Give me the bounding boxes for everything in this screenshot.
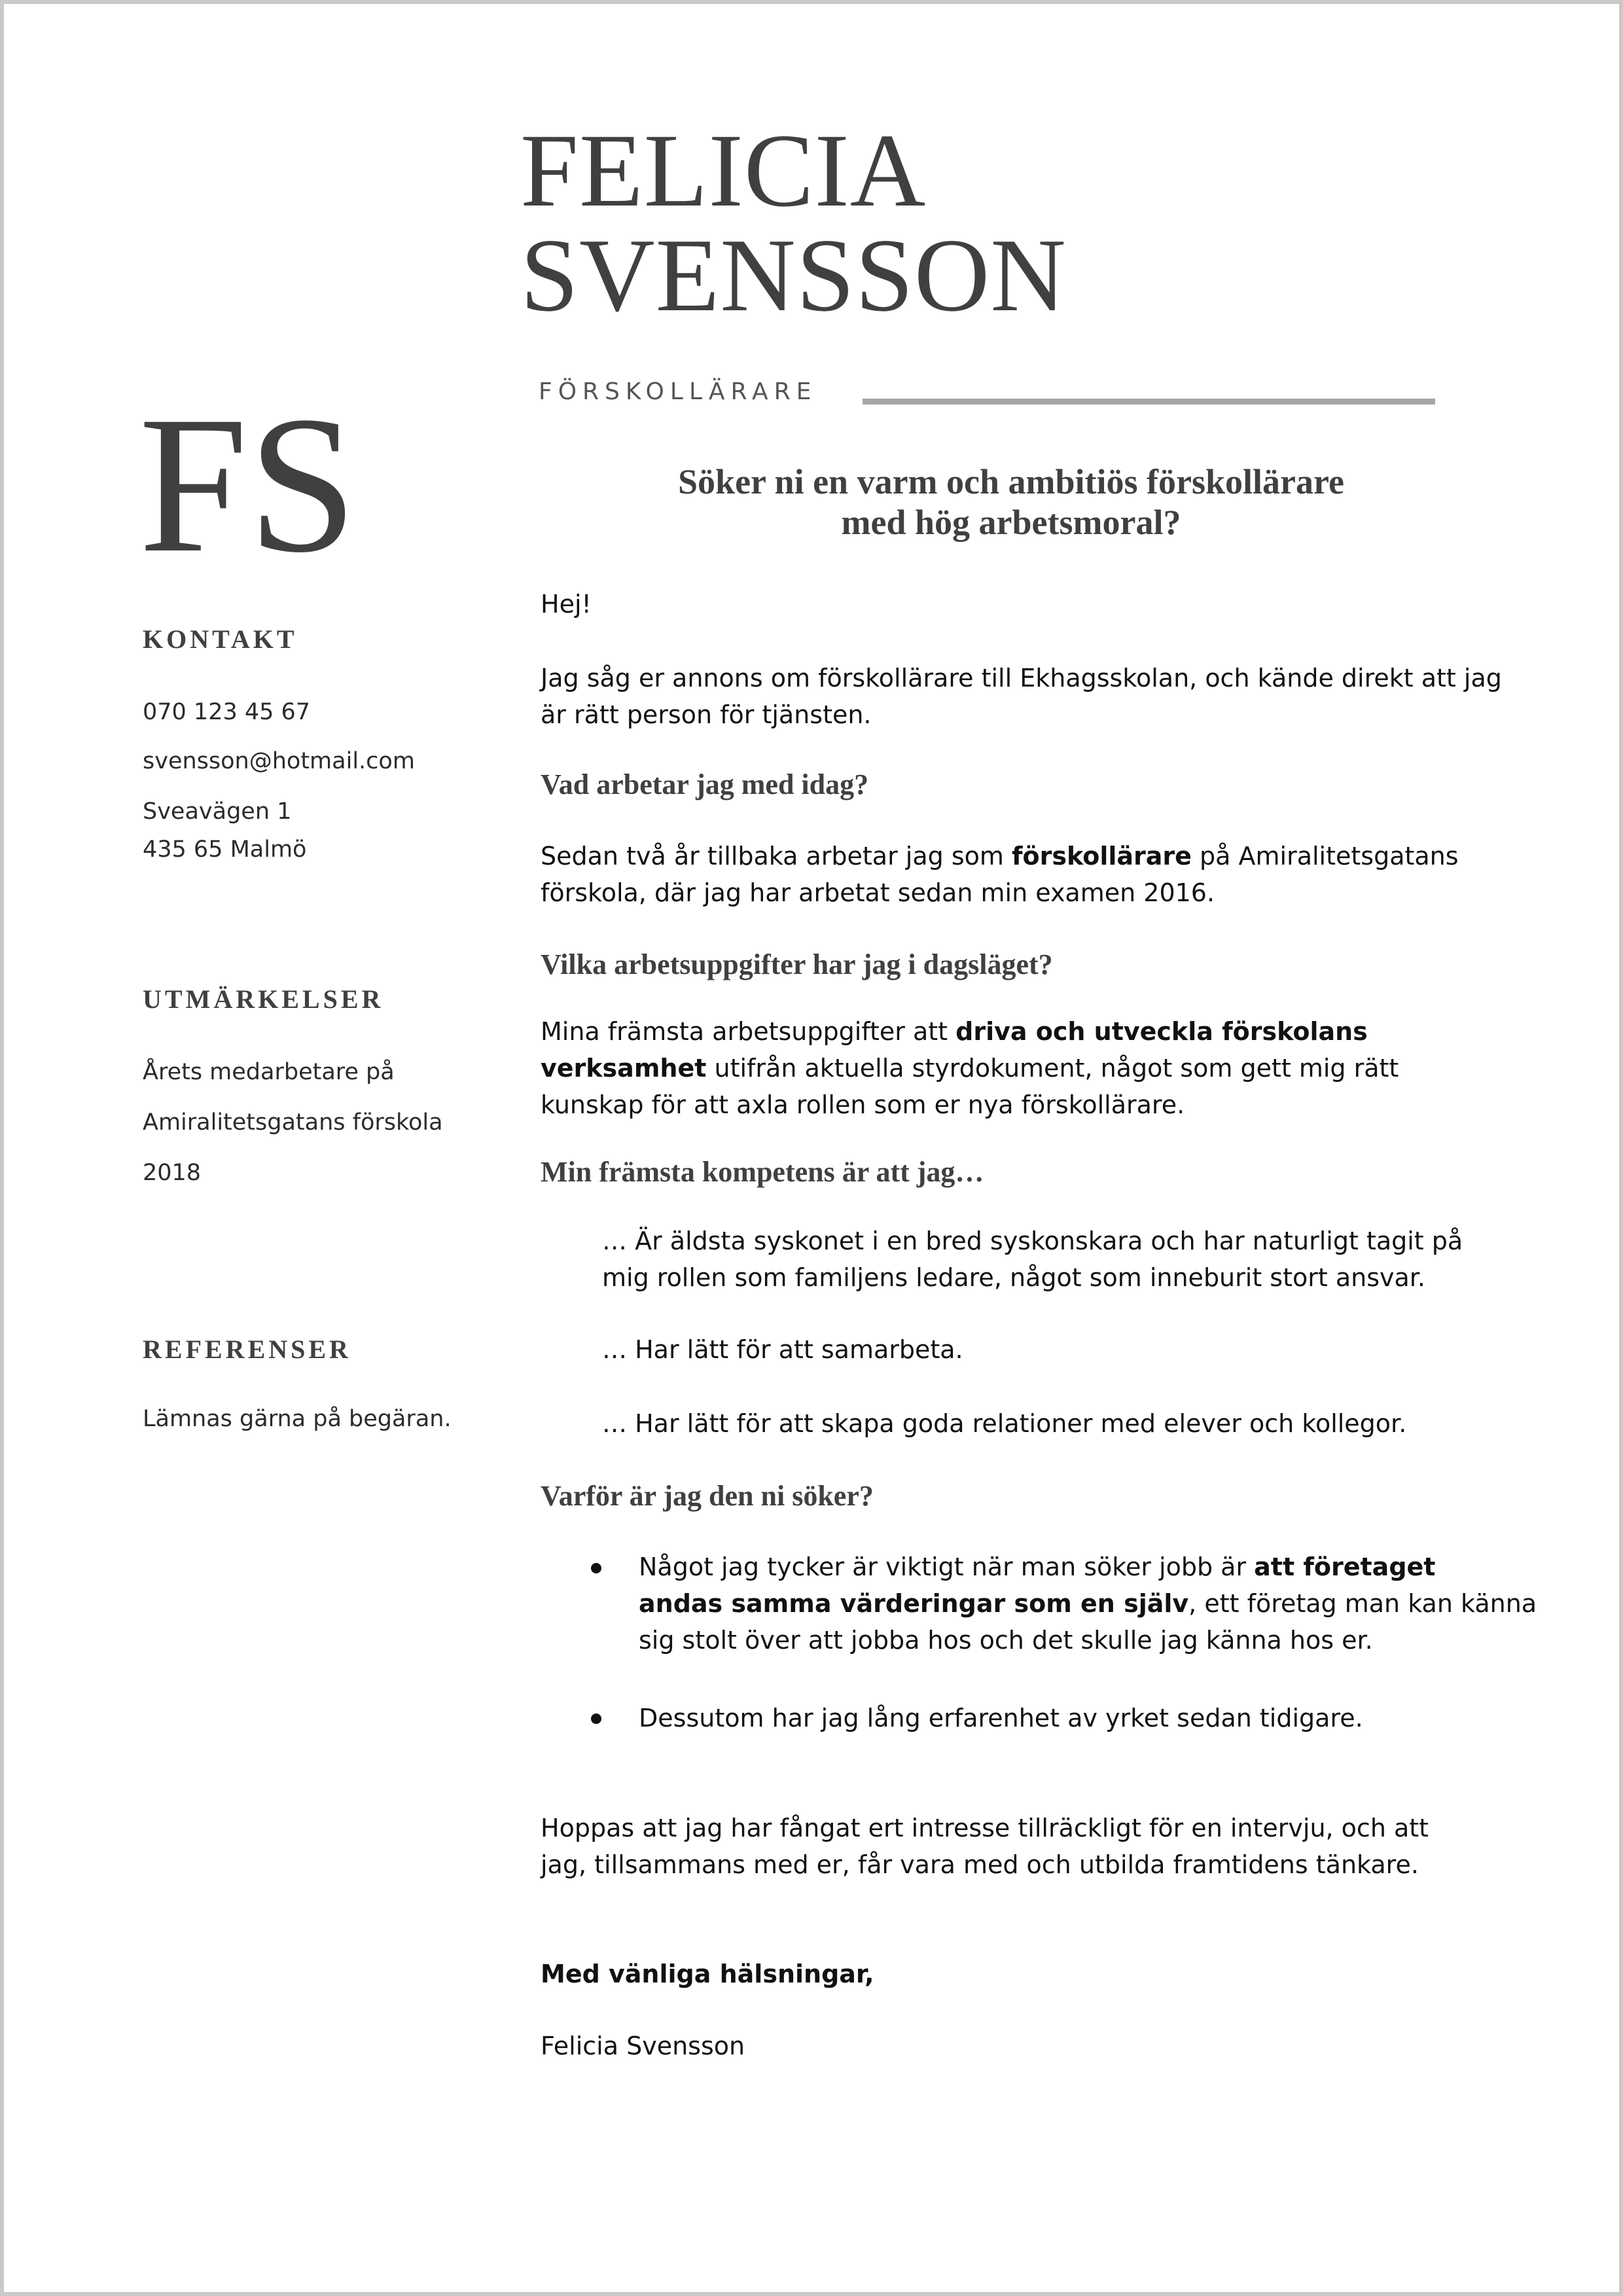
award-year: 2018 [143, 1160, 202, 1186]
closing-line-1: Hoppas att jag har fångat ert intresse tillräckligt för en intervju, och att [541, 1814, 1429, 1842]
question-heading-1: Vad arbetar jag med idag? [541, 768, 869, 800]
question-heading-4: Varför är jag den ni söker? [541, 1480, 874, 1512]
award-line-1: Årets medarbetare på [143, 1059, 395, 1085]
question-heading-3: Min främsta kompetens är att jag… [541, 1156, 984, 1188]
b1-line-3: sig stolt över att jobba hos och det skulle jag känna hos er. [639, 1626, 1373, 1655]
p1-text-a: Sedan två år tillbaka arbetar jag som [541, 842, 1012, 870]
competence-item-2: … Har lätt för att samarbeta. [602, 1335, 963, 1364]
awards-heading: UTMÄRKELSER [143, 984, 384, 1014]
b1-text-a: Något jag tycker är viktigt när man söker jobb är [639, 1552, 1255, 1581]
monogram: FS [139, 376, 357, 593]
b1-bold-2: andas samma värderingar som en själv [639, 1589, 1189, 1618]
intro-line-1: Jag såg er annons om förskollärare till Ekhagsskolan, och kände direkt att jag [541, 664, 1502, 692]
p2-text-a: Mina främsta arbetsuppgifter att [541, 1017, 956, 1046]
b1-text-b: , ett företag man kan känna [1188, 1589, 1537, 1618]
references-heading: REFERENSER [143, 1335, 351, 1364]
p2-bold-1: driva och utveckla förskolans [955, 1017, 1368, 1046]
bullet-point [591, 1563, 601, 1573]
headline-line-1: Söker ni en varm och ambitiös förskollärare [678, 462, 1344, 501]
intro-paragraph [541, 660, 1502, 733]
closing-paragraph [541, 1810, 1429, 1883]
title-divider [863, 399, 1435, 404]
job-title: FÖRSKOLLÄRARE [539, 378, 817, 405]
applicant-name [520, 112, 1067, 333]
closing-line-2: jag, tillsammans med er, får vara med och utbilda framtidens tänkare. [541, 1850, 1419, 1879]
bullet-item-1 [639, 1549, 1537, 1659]
award-line-2: Amiralitetsgatans förskola [143, 1109, 443, 1136]
letter-headline [543, 461, 1479, 543]
headline-line-2: med hög arbetsmoral? [841, 503, 1181, 542]
competence-1-line-1: … Är äldsta syskonet i en bred syskonskara och har naturligt tagit på [602, 1227, 1463, 1255]
paragraph-tasks [541, 1013, 1399, 1123]
bullet-point [591, 1713, 601, 1724]
contact-phone: 070 123 45 67 [143, 699, 311, 725]
intro-line-2: är rätt person för tjänsten. [541, 700, 872, 729]
first-name: FELICIA [520, 112, 927, 228]
p2-text-b: utifrån aktuella styrdokument, något som gett mig rätt [706, 1054, 1399, 1083]
greeting: Hej! [541, 590, 592, 619]
contact-city: 435 65 Malmö [143, 836, 307, 863]
signature: Felicia Svensson [541, 2032, 745, 2060]
p1-text-c: på Amiralitetsgatans [1191, 842, 1459, 870]
contact-street: Sveavägen 1 [143, 798, 292, 825]
bullet-item-2: Dessutom har jag lång erfarenhet av yrket sedan tidigare. [639, 1704, 1363, 1732]
p2-bold-2: verksamhet [541, 1054, 707, 1083]
competence-item-1 [602, 1223, 1463, 1296]
paragraph-current-work [541, 838, 1459, 911]
question-heading-2: Vilka arbetsuppgifter har jag i dagsläget? [541, 948, 1053, 980]
references-text: Lämnas gärna på begäran. [143, 1406, 452, 1432]
b1-bold-1: att företaget [1254, 1552, 1436, 1581]
p2-line-3: kunskap för att axla rollen som er nya förskollärare. [541, 1090, 1185, 1119]
competence-1-line-2: mig rollen som familjens ledare, något som inneburit stort ansvar. [602, 1263, 1426, 1292]
p1-bold: förskollärare [1011, 842, 1192, 870]
p1-line-2: förskola, där jag har arbetat sedan min examen 2016. [541, 878, 1215, 907]
competence-item-3: … Har lätt för att skapa goda relationer med elever och kollegor. [602, 1409, 1407, 1438]
sign-off: Med vänliga hälsningar, [541, 1960, 874, 1988]
contact-email: svensson@hotmail.com [143, 748, 415, 774]
contact-heading: KONTAKT [143, 624, 298, 654]
last-name: SVENSSON [520, 217, 1067, 333]
